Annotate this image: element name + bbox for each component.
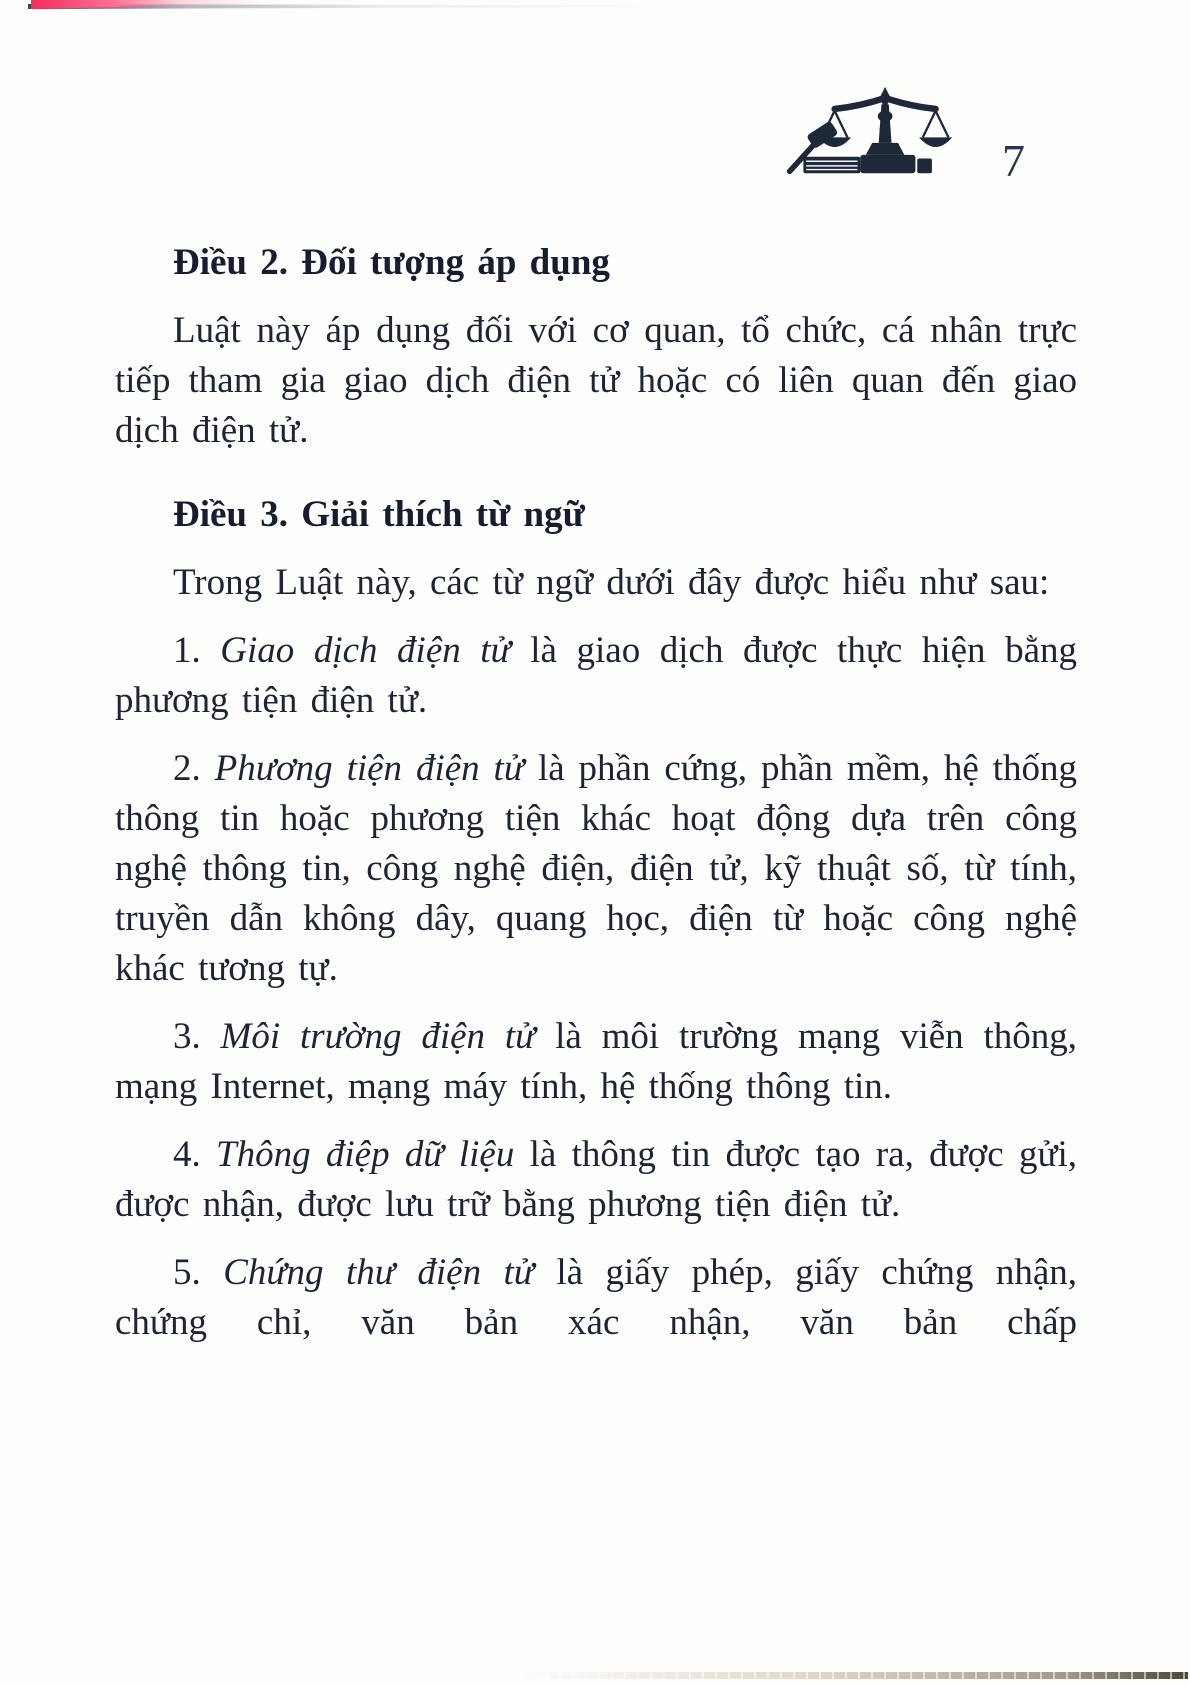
definition-term: Giao dịch điện tử	[220, 630, 511, 671]
page-number: 7	[1002, 135, 1025, 186]
definition-3	[115, 1012, 1077, 1112]
article-2-paragraph: Luật này áp dụng đối với cơ quan, tổ chức, cá nhân trực tiếp tham gia giao dịch điện tử hoặc có liên quan đến giao dịch điện tử.	[115, 310, 1077, 451]
definition-1	[115, 626, 1077, 726]
article-3-intro: Trong Luật này, các từ ngữ dưới đây được hiểu như sau:	[173, 562, 1050, 603]
definition-number: 3.	[173, 1016, 201, 1057]
definition-term: Phương tiện điện tử	[214, 748, 525, 789]
definition-text: là thông tin được tạo ra, được gửi, được nhận, được lưu trữ bằng phương tiện điện tử.	[115, 1134, 1078, 1225]
definition-text: là giao dịch được thực hiện bằng phương tiện điện tử.	[115, 630, 1077, 721]
definition-number: 1.	[173, 630, 201, 671]
definition-text: là môi trường mạng viễn thông, mạng Internet, mạng máy tính, hệ thống thông tin.	[115, 1016, 1078, 1107]
definition-number: 4.	[173, 1134, 201, 1175]
definition-2	[115, 744, 1077, 994]
scan-artifact-bottom-line	[520, 1672, 1188, 1679]
definition-term: Thông điệp dữ liệu	[216, 1134, 515, 1175]
definition-term: Môi trường điện tử	[220, 1016, 536, 1057]
definition-term: Chứng thư điện tử	[223, 1252, 534, 1293]
article-2-heading: Điều 2. Đối tượng áp dụng	[173, 242, 610, 283]
document-body	[115, 238, 1077, 1366]
definition-number: 5.	[173, 1252, 201, 1293]
scales-of-justice-icon	[782, 86, 957, 187]
definition-text: là giấy phép, giấy chứng nhận, chứng chỉ, văn bản xác nhận, văn bản chấp	[115, 1252, 1077, 1343]
definition-5	[115, 1248, 1077, 1348]
definition-text: là phần cứng, phần mềm, hệ thống thông tin hoặc phương tiện khác hoạt động dựa trên công nghệ thông tin, công nghệ điện, điện tử, kỹ thuật số, từ tính, truyền dẫn không dây, quang học, điện từ hoặc công nghệ khác tương tự.	[115, 748, 1078, 989]
definition-number: 2.	[173, 748, 201, 789]
article-3-heading: Điều 3. Giải thích từ ngữ	[173, 494, 585, 535]
definition-4	[115, 1130, 1077, 1230]
